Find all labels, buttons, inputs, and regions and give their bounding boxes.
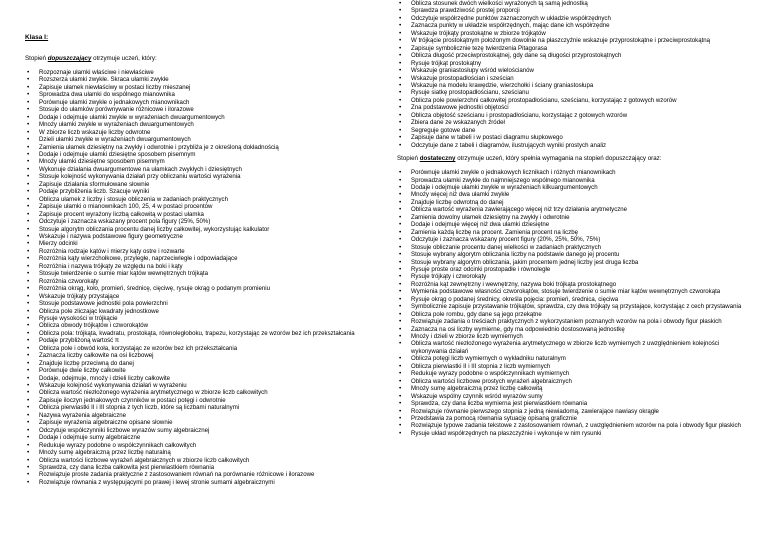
intro-prefix: Stopień <box>25 55 48 62</box>
list-item: • Oblicza obwody trójkątów i czworokątów <box>25 322 380 329</box>
list-item: • Rozwiązuje typowe zadania tekstowe z zastosowaniem równań, z uwzględnieniem wzorów na pola i obwody figur płaskich <box>397 422 747 429</box>
list-item: • Oblicza pola: trójkąta, kwadratu, prostokąta, równoległoboku, trapezu, korzystając ze wzorów bez ich przekształcania <box>25 330 380 337</box>
list-item: • Mnoży ułamki dziesiętne sposobem pisemnym <box>25 158 380 165</box>
list-item: • Rozróżnia i nazywa trójkąty ze względu na boki i kąty <box>25 263 380 270</box>
list-item: • Oblicza pole rombu, gdy dane są jego przekątne <box>397 311 747 318</box>
intro-suffix: otrzymuje uczeń, który: <box>91 55 157 62</box>
list-item: • Mnoży więcej niż dwa ułamki zwykłe <box>397 191 747 198</box>
list-item: • Oblicza potęgi liczb wymiernych o wykładniku naturalnym <box>397 355 747 362</box>
list-item: • Zamienia ułamek dziesiętny na zwykły i odwrotnie i przybliża je z określoną dokładnością <box>25 144 380 151</box>
list-item: • Odczytuje i zaznacza wskazany procent pola figury (25%, 50%) <box>25 218 380 225</box>
list-item: • Stosuje podstawowe jednostki pola powierzchni <box>25 300 380 307</box>
list-item: • Rozróżnia kąty wierzchołkowe, przyległe, naprzeciwległe i odpowiadające <box>25 255 380 262</box>
list-item: • W trójkącie prostokątnym położonym dowolnie na płaszczyźnie wskazuje przyprostokątne i przeciwprostokątną <box>397 37 747 44</box>
list-item: • Odczytuje współczynniki liczbowe wyrazów sumy algebraicznej <box>25 427 380 434</box>
list-item: • Wykonuje działania dwuargumentowe na ułamkach zwykłych i dziesiętnych <box>25 166 380 173</box>
list-item: • Sprawdza, czy dana liczba wymierna jest pierwiastkiem równania <box>397 400 747 407</box>
list-item: • Rozwiązuje proste zadania praktyczne z zastosowaniem równań na porównanie różnicowe i ilorazowe <box>25 471 380 478</box>
list-item: • Stosuje kolejność wykonywania działań przy obliczaniu wartości wyrażenia <box>25 173 380 180</box>
list-item: • Dodaje, odejmuje, mnoży i dzieli liczby całkowite <box>25 375 380 382</box>
list-item: • Znajduje liczbę przeciwną do danej <box>25 360 380 367</box>
list-item: • Oblicza ułamek z liczby i stosuje obliczenia w zadaniach praktycznych <box>25 196 380 203</box>
list-item: • Rozwiązuje zadania o treściach praktycznych z wykorzystaniem poznanych wzorów na pola i obwody figur płaskich <box>397 318 747 325</box>
list-item: • Mierzy odcinki <box>25 240 380 247</box>
list-item: • Segreguje gotowe dane <box>397 127 747 134</box>
list-item: • Rozróżnia rodzaje kątów i mierzy kąty ostre i rozwarte <box>25 248 380 255</box>
list-item: • Rozróżnia czworokąty <box>25 278 380 285</box>
list-item: • Wskazuje na modelu krawędzie, wierzchołki i ściany graniastosłupa <box>397 82 747 89</box>
list-item: • W zbiorze liczb wskazuje liczby odwrotne <box>25 129 380 136</box>
list-item: • Mnoży sumę algebraiczną przez liczbę całkowitą <box>397 385 747 392</box>
list-item: • Sprawdza prawdziwość prostej proporcji <box>397 7 747 14</box>
intro-prefix: Stopień <box>397 155 420 163</box>
list-item: • Wymienia podstawowe własności czworokątów, stosuje twierdzenie o sumie miar kątów wewnętrznych czworokąta <box>397 288 747 295</box>
list-item: • Zapisuje dane w tabeli i w postaci diagramu słupkowego <box>397 134 747 141</box>
list-item: • Dzieli ułamki zwykłe w wyrażeniach dwuargumentowych <box>25 136 380 143</box>
list-item: • Oblicza pierwiastki II i III stopnia z liczb wymiernych <box>397 363 747 370</box>
list-item: • Rozróżnia kąt zewnętrzny i wewnętrzny, nazywa boki trójkąta prostokątnego <box>397 281 747 288</box>
list-item: • Zaznacza punkty w układzie współrzędnych, mając dane ich współrzędne <box>397 22 747 29</box>
list-item: • Stosuje obliczanie procentu danej wielkości w zadaniach praktycznych <box>397 244 747 251</box>
list-item: • Podaje przybliżoną wartość π <box>25 337 380 344</box>
list-item: • Oblicza wartość niezłożonego wyrażenia arytmetycznego w zbiorze liczb wymiernych z uwzględnieniem kolejności wykonywania działań <box>397 340 747 355</box>
class-heading: Klasa I: <box>25 34 49 41</box>
list-item: • Stosuje twierdzenie o sumie miar kątów wewnętrznych trójkąta <box>25 270 380 277</box>
list-item: • Oblicza pole powierzchni całkowitej prostopadłościanu, sześcianu, korzystając z gotowych wzorów <box>397 97 747 104</box>
list-item: • Mnoży ułamki zwykłe w wyrażeniach dwuargumentowych <box>25 121 380 128</box>
list-item: • Zapisuje iloczyn jednakowych czynników w postaci potęgi i odwrotnie <box>25 397 380 404</box>
list-item: • Oblicza pole i obwód koła, korzystając ze wzorów bez ich przekształcania <box>25 345 380 352</box>
list-item: • Porównuje dwie liczby całkowite <box>25 367 380 374</box>
list-item: • Dodaje i odejmuje więcej niż dwa ułamki dziesiętne <box>397 221 747 228</box>
list-item: • Oblicza stosunek dwóch wielkości wyrażonych tą samą jednostką <box>397 0 747 7</box>
list-item: • Rozpoznaje ułamki właściwe i niewłaściwe <box>25 69 380 76</box>
list-item: • Zapisuje procent wyrażony liczbą całkowitą w postaci ułamka <box>25 211 380 218</box>
list-item: • Rysuje okrąg o podanej średnicy, określa pojęcia: promień, średnica, cięciwa <box>397 296 747 303</box>
list-item: • Mnoży sumę algebraiczną przez liczbę naturalną <box>25 449 380 456</box>
list-item: • Stosuje algorytm obliczania procentu danej liczby całkowitej, wykorzystując kalkulator <box>25 226 380 233</box>
list-item: • Odczytuje dane z tabeli i diagramów, ilustrujących wyniki prostych analiz <box>397 142 747 149</box>
list-item: • Porównuje ułamki zwykłe o jednakowych mianownikach <box>25 99 380 106</box>
list-item: • Wskazuje graniastosłupy wśród wielościanów <box>397 67 747 74</box>
list-item: • Sprawdza, czy dana liczba całkowita jest pierwiastkiem równania <box>25 464 380 471</box>
list-item: • Rysuje układ współrzędnych na płaszczyźnie i wykonuje w nim rysunki <box>397 430 747 437</box>
list-item: • Podaje przybliżenia liczb. Szacuje wyniki <box>25 188 380 195</box>
list-item: • Rysuje siatkę prostopadłościanu, sześcianu <box>397 89 747 96</box>
requirements-list-dopuszczajacy <box>25 69 380 486</box>
list-item: • Rozszerza ułamki zwykłe. Skraca ułamki zwykłe <box>25 76 380 83</box>
list-item: • Symbolicznie zapisuje przystawanie trójkątów, sprawdza, czy dwa trójkąty są przystające, korzystając z cech przystawania <box>397 303 747 310</box>
list-item: • Dodaje i odejmuje ułamki dziesiętne sposobem pisemnym <box>25 151 380 158</box>
list-item: • Zamienia dowolny ułamek dziesiętny na zwykły i odwrotnie <box>397 214 747 221</box>
list-item: • Zapisuje symbolicznie tezę twierdzenia Pitagorasa <box>397 45 747 52</box>
list-item: • Rysuje wysokości w trójkącie <box>25 315 380 322</box>
list-item: • Zaznacza liczby całkowite na osi liczbowej <box>25 352 380 359</box>
list-item: • Zna podstawowe jednostki objętości <box>397 104 747 111</box>
list-item: • Odczytuje współrzędne punktów zaznaczonych w układzie współrzędnych <box>397 15 747 22</box>
list-item: • Wskazuje prostopadłościan i sześcian <box>397 75 747 82</box>
list-item: • Rozwiązuje równanie pierwszego stopnia z jedną niewiadomą, zawierające nawiasy okrągłe <box>397 408 747 415</box>
list-item: • Zapisuje wyrażenia algebraiczne opisane słownie <box>25 419 380 426</box>
grade-keyword: dostateczny <box>419 155 456 163</box>
list-item: • Wskazuje kolejność wykonywania działań w wyrażeniu <box>25 382 380 389</box>
list-item: • Zamienia każdą liczbę na procent. Zamienia procent na liczbę <box>397 229 747 236</box>
list-item: • Sprowadza ułamki zwykłe do najmniejszego wspólnego mianownika <box>397 177 747 184</box>
list-item: • Stosuje wybrany algorytm obliczania liczby na podstawie danego jej procentu <box>397 251 747 258</box>
list-item: • Oblicza wartości liczbowe wyrażeń algebraicznych w zbiorze liczb całkowitych <box>25 457 380 464</box>
right-column <box>397 0 747 437</box>
list-item: • Przedstawia za pomocą równania sytuację opisaną graficznie <box>397 415 747 422</box>
list-item: • Oblicza pole zliczając kwadraty jednostkowe <box>25 308 380 315</box>
list-item: • Wskazuje trójkąty przystające <box>25 293 380 300</box>
list-item: • Rozwiązuje równania z występującymi po prawej i lewej stronie sumami algebraicznymi <box>25 479 380 486</box>
list-item: • Dodaje i odejmuje ułamki zwykłe w wyrażeniach dwuargumentowych <box>25 114 380 121</box>
grade-keyword: dopuszczający <box>47 55 92 62</box>
grade-intro-dostateczny <box>397 155 747 163</box>
list-item: • Porównuje ułamki zwykłe o jednakowych licznikach i różnych mianownikach <box>397 169 747 176</box>
list-item: • Zbiera dane ze wskazanych źródeł <box>397 119 747 126</box>
list-item: • Nazywa wyrażenia algebraiczne <box>25 412 380 419</box>
list-item: • Stosuje wybrany algorytm obliczania, jakim procentem jednej liczby jest druga liczba <box>397 259 747 266</box>
list-item: • Rozróżnia okrąg, koło, promień, średnicę, cięciwę, rysuje okrąg o podanym promieniu <box>25 285 380 292</box>
list-item: • Wskazuje i nazywa podstawowe figury geometryczne <box>25 233 380 240</box>
list-item: • Znajduje liczbę odwrotną do danej <box>397 199 747 206</box>
list-item: • Rysuje trójkąt prostokątny <box>397 60 747 67</box>
list-item: • Oblicza wartość wyrażenia zawierającego więcej niż trzy działania arytmetyczne <box>397 206 747 213</box>
list-item: • Stosuje do ułamków porównywanie różnicowe i ilorazowe <box>25 106 380 113</box>
list-item: • Wskazuje trójkąty prostokątne w zbiorze trójkątów <box>397 30 747 37</box>
list-item: • Redukuje wyrazy podobne o współczynnikach całkowitych <box>25 442 380 449</box>
list-item: • Dodaje i odejmuje sumy algebraiczne <box>25 434 380 441</box>
list-item: • Rysuje proste oraz odcinki prostopadłe i równoległe <box>397 266 747 273</box>
requirements-list-dopuszczajacy-continued <box>397 0 747 149</box>
list-item: • Oblicza wartość niezłożonego wyrażenia arytmetycznego w zbiorze liczb całkowitych <box>25 389 380 396</box>
list-item: • Odczytuje i zaznacza wskazany procent figury (20%, 25%, 50%, 75%) <box>397 236 747 243</box>
list-item: • Zapisuje ułamek niewłaściwy w postaci liczby mieszanej <box>25 84 380 91</box>
list-item: • Oblicza objętość sześcianu i prostopadłościanu, korzystając z gotowych wzorów <box>397 112 747 119</box>
requirements-list-dostateczny <box>397 169 747 437</box>
intro-suffix: otrzymuje uczeń, który spełnia wymagania na stopień dopuszczający oraz: <box>455 155 662 163</box>
list-item: • Redukuje wyrazy podobne o współczynnikach wymiernych <box>397 370 747 377</box>
list-item: • Dodaje i odejmuje ułamki zwykłe w wyrażeniach kilkuargumentowych <box>397 184 747 191</box>
list-item: • Rysuje trójkąty i czworokąty <box>397 273 747 280</box>
list-item: • Wskazuje wspólny czynnik wśród wyrazów sumy <box>397 393 747 400</box>
grade-intro-dopuszczajacy <box>25 55 380 63</box>
list-item: • Sprowadza dwa ułamki do wspólnego mianownika <box>25 91 380 98</box>
list-item: • Oblicza pierwiastki II i III stopnia z tych liczb, które są liczbami naturalnymi <box>25 404 380 411</box>
list-item: • Zapisuje działania sformułowane słownie <box>25 181 380 188</box>
left-column <box>25 34 380 486</box>
list-item: • Oblicza wartości liczbowe prostych wyrażeń algebraicznych <box>397 378 747 385</box>
list-item: • Oblicza długość przeciwprostokątnej, gdy dane są długości przyprostokątnych <box>397 52 747 59</box>
list-item: • Zapisuje ułamki o mianownikach 100, 25, 4 w postaci procentów <box>25 203 380 210</box>
list-item: • Zaznacza na osi liczby wymierne, gdy ma odpowiednio dostosowaną jednostkę <box>397 326 747 333</box>
list-item: • Mnoży i dzieli w zbiorze liczb wymiernych <box>397 333 747 340</box>
